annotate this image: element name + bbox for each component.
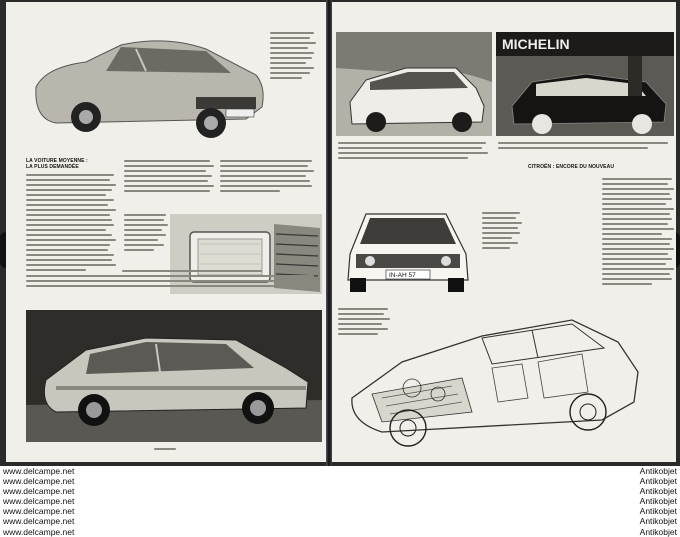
caption-headlight: [124, 214, 168, 254]
watermark-right-line: Antikobjet: [639, 516, 677, 527]
plate-text: IN-AH 57: [389, 272, 416, 279]
left-heading-line-2: LA PLUS DEMANDÉE: [26, 164, 79, 170]
left-body-column-1: [26, 174, 116, 274]
photo-sedan-front: [336, 184, 478, 298]
photo-jaguar-coupe: [26, 27, 266, 147]
left-page: [6, 2, 326, 462]
drawing-cutaway-car: [342, 302, 642, 452]
watermark-footer: [0, 466, 680, 537]
watermark-left-line: www.delcampe.net: [3, 486, 75, 497]
left-body-column-3: [220, 160, 316, 195]
caption-sedan: [482, 212, 522, 252]
caption-jaguar: [270, 32, 318, 82]
watermark-left-line: www.delcampe.net: [3, 526, 75, 537]
caption-rally-car: [498, 142, 672, 152]
left-body-column-2: [124, 160, 214, 195]
watermark-right-line: Antikobjet: [639, 496, 677, 507]
left-heading-line-1: LA VOITURE MOYENNE :: [26, 158, 88, 164]
caption-simca: [26, 270, 316, 290]
page-number-left: [154, 448, 176, 450]
watermark-left-line: www.delcampe.net: [3, 466, 75, 476]
photo-hatchback: [26, 310, 322, 442]
photo-small-hatchback: [336, 32, 492, 136]
watermark-left-column: [3, 466, 74, 537]
watermark-right-column: [640, 466, 677, 537]
watermark-right-line: Antikobjet: [639, 466, 677, 476]
billboard-text: MICHELIN: [502, 36, 570, 52]
photo-rally-car: [496, 32, 674, 136]
watermark-left-line: www.delcampe.net: [3, 476, 75, 487]
right-page: [332, 2, 676, 462]
watermark-left-line: www.delcampe.net: [3, 496, 75, 507]
caption-small-hatchback: [338, 142, 488, 162]
left-heading: [26, 158, 96, 170]
watermark-left-line: www.delcampe.net: [3, 506, 75, 517]
citroen-heading: [528, 164, 676, 170]
watermark-right-line: Antikobjet: [639, 526, 677, 537]
watermark-left-line: www.delcampe.net: [3, 516, 75, 527]
watermark-right-line: Antikobjet: [639, 486, 677, 497]
right-body-column: [602, 178, 674, 288]
watermark-right-line: Antikobjet: [639, 476, 677, 487]
citroen-heading-text: CITROËN : ENCORE DU NOUVEAU: [528, 164, 615, 170]
watermark-right-line: Antikobjet: [639, 506, 677, 517]
